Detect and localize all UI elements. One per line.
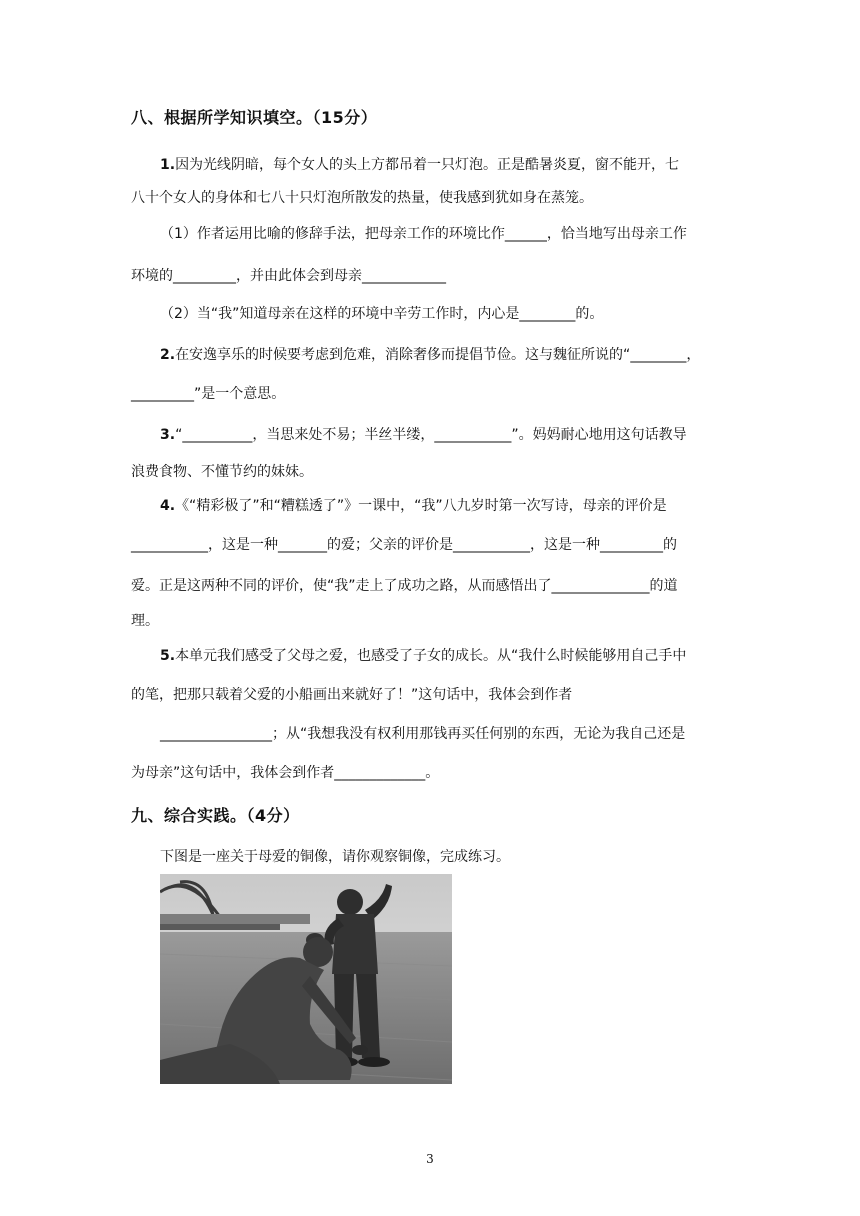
q1-number: 1. (160, 157, 176, 173)
q3-line1 (160, 425, 760, 445)
q4-line2: ___________，这是一种_______的爱；父亲的评价是___________，这是一种_________的 (131, 537, 677, 553)
q4-line4: 理。 (131, 613, 159, 629)
q4-line3: 爱。正是这两种不同的评价，使“我”走上了成功之路，从而感悟出了______________的道 (131, 578, 678, 594)
q5-text: 本单元我们感受了父母之爱，也感受了子女的成长。从“我什么时候能够用自己手中 (175, 648, 687, 664)
q4-text: 《“精彩极了”和“糟糕透了”》一课中，“我”八九岁时第一次写诗，母亲的评价是 (175, 498, 667, 514)
q1-line2: 八十个女人的身体和七八十只灯泡所散发的热量，使我感到犹如身在蒸笼。 (131, 190, 593, 206)
page-number: 3 (426, 1152, 434, 1166)
q3-number: 3. (160, 427, 176, 443)
section9-intro: 下图是一座关于母爱的铜像，请你观察铜像，完成练习。 (160, 849, 510, 865)
q2-number: 2. (160, 347, 176, 363)
q1-text: 因为光线阴暗，每个女人的头上方都吊着一只灯泡。正是酷暑炎夏，窗不能开，七 (175, 157, 680, 173)
q5-line2: 的笔，把那只载着父爱的小船画出来就好了！”这句话中，我体会到作者 (131, 687, 573, 703)
q1-sub1-line1: （1）作者运用比喻的修辞手法，把母亲工作的环境比作______，恰当地写出母亲工作 (160, 226, 687, 242)
q1-line1 (160, 155, 760, 175)
q5-line4: 为母亲”这句话中，我体会到作者_____________。 (131, 765, 440, 781)
q4-number: 4. (160, 498, 176, 514)
q3-text: “__________，当思来处不易；半丝半缕，___________”。妈妈耐心地用这句话教导 (175, 427, 687, 443)
q3-line2: 浪费食物、不懂节约的妹妹。 (131, 464, 313, 480)
section8-title: 八、根据所学知识填空。（15分） (131, 108, 378, 127)
q1-sub2: （2）当“我”知道母亲在这样的环境中辛劳工作时，内心是________的。 (160, 306, 604, 322)
q2-line1 (160, 345, 760, 365)
q5-line3: ________________；从“我想我没有权利用那钱再买任何别的东西，无论为我自己还是 (160, 726, 686, 742)
q2-line2: _________”是一个意思。 (131, 386, 286, 402)
q5-line1 (160, 646, 760, 666)
q2-text: 在安逸享乐的时候要考虑到危难，消除奢侈而提倡节俭。这与魏征所说的“________， (175, 347, 701, 363)
q4-line1 (160, 496, 760, 516)
q1-sub1-line2: 环境的_________，并由此体会到母亲____________ (131, 268, 446, 284)
section9-title: 九、综合实践。（4分） (131, 806, 300, 825)
bronze-statue-photo (160, 874, 452, 1084)
q5-number: 5. (160, 648, 176, 664)
